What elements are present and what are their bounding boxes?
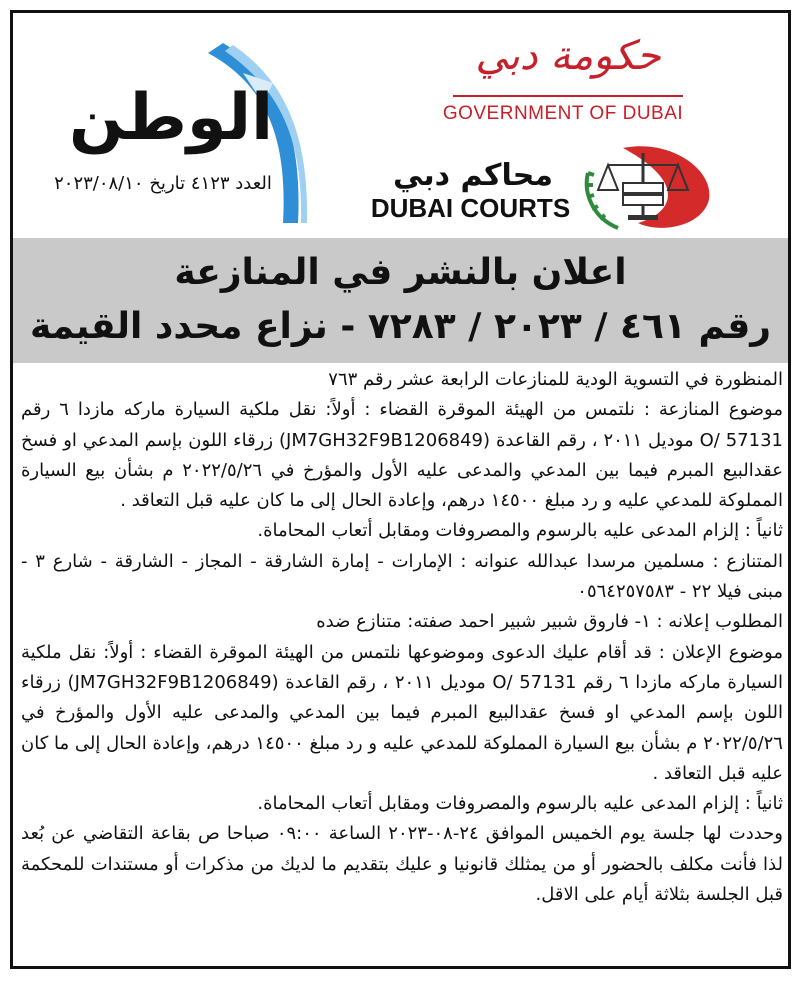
notice-paragraph: المتنازع : مسلمين مرسدا عبدالله عنوانه : الإمارات - إمارة الشارقة - المجاز - الشارقة - شارع ٣ - مبنى فيلا ٢٢ - ٠٥٦٤٢٥٧٥٨٣ <box>21 550 783 603</box>
notice-paragraph: ثانياً : إلزام المدعى عليه بالرسوم والمصروفات ومقابل أتعاب المحاماة. <box>257 520 783 542</box>
notice-paragraph: موضوع المنازعة : نلتمس من الهيئة الموقرة القضاء : أولاً: نقل ملكية السيارة ماركه مازدا ٦ رقم 57131 /O موديل ٢٠١١ ، رقم القاعدة (JM7GH32F9B1206849) زرقاء اللون بإسم المدعي او فسخ عقدالبيع المبرم فيما بين المدعي والمدعى عليه الأول والمؤرخ في ٢٠٢٢/٥/٢٦ م بشأن بيع السيارة المملوكة للمدعي عليه و رد مبلغ ١٤٥٠٠ درهم، وإعادة الحال إلى ما كان عليه قبل التعاقد . <box>21 399 783 512</box>
notice-title-line2: رقم ٤٦١ / ٢٠٢٣ / ٧٢٨٣ - نزاع محدد القيمة <box>29 306 772 347</box>
header <box>13 13 788 233</box>
government-name-arabic: حكومة دبي <box>475 33 661 79</box>
issue-date: العدد ٤١٢٣ تاريخ ٢٠٢٣/٠٨/١٠ <box>54 173 272 194</box>
courts-name-arabic: محاكم دبي <box>393 158 553 193</box>
notice-paragraph: المنظورة في التسوية الودية للمنازعات الرابعة عشر رقم ٧٦٣ <box>328 369 783 390</box>
notice-frame <box>10 10 791 969</box>
notice-title-line1: اعلان بالنشر في المنازعة <box>174 252 627 293</box>
government-divider <box>453 95 683 97</box>
notice-title-band <box>13 238 788 363</box>
government-name-english: GOVERNMENT OF DUBAI <box>442 103 684 124</box>
courts-name-english: DUBAI COURTS <box>370 193 571 223</box>
notice-body <box>21 365 783 910</box>
notice-paragraph: ثانياً : إلزام المدعى عليه بالرسوم والمصروفات ومقابل أتعاب المحاماة. <box>257 793 783 815</box>
notice-paragraph: المطلوب إعلانه : ١- فاروق شبير شبير احمد صفته: متنازع ضده <box>316 611 783 633</box>
notice-paragraph: وحددت لها جلسة يوم الخميس الموافق ٢٤-٠٨-٢٠٢٣ الساعة ٠٩:٠٠ صباحا ص بقاعة التقاضي عن بُعد لذا فأنت مكلف بالحضور أو من يمثلك قانونيا و عليك بتقديم ما لديك من مذكرات أو مستندات للمحكمة قبل الجلسة بثلاثة أيام على الاقل. <box>21 823 783 906</box>
newspaper-name: الوطن <box>69 81 273 155</box>
dubai-courts-emblem-icon <box>578 143 718 233</box>
notice-paragraph: موضوع الإعلان : قد أقام عليك الدعوى وموضوعها نلتمس من الهيئة الموقرة القضاء : أولاً: نقل ملكية السيارة ماركه مازدا ٦ رقم 57131 /O موديل ٢٠١١ ، رقم القاعدة (JM7GH32F9B1206849) زرقاء اللون بإسم المدعي او فسخ عقدالبيع المبرم فيما بين المدعي والمدعى عليه الأول والمؤرخ في ٢٠٢٢/٥/٢٦ م بشأن بيع السيارة المملوكة للمدعي عليه و رد مبلغ ١٤٥٠٠ درهم، وإعادة الحال إلى ما كان عليه قبل التعاقد . <box>21 641 783 784</box>
